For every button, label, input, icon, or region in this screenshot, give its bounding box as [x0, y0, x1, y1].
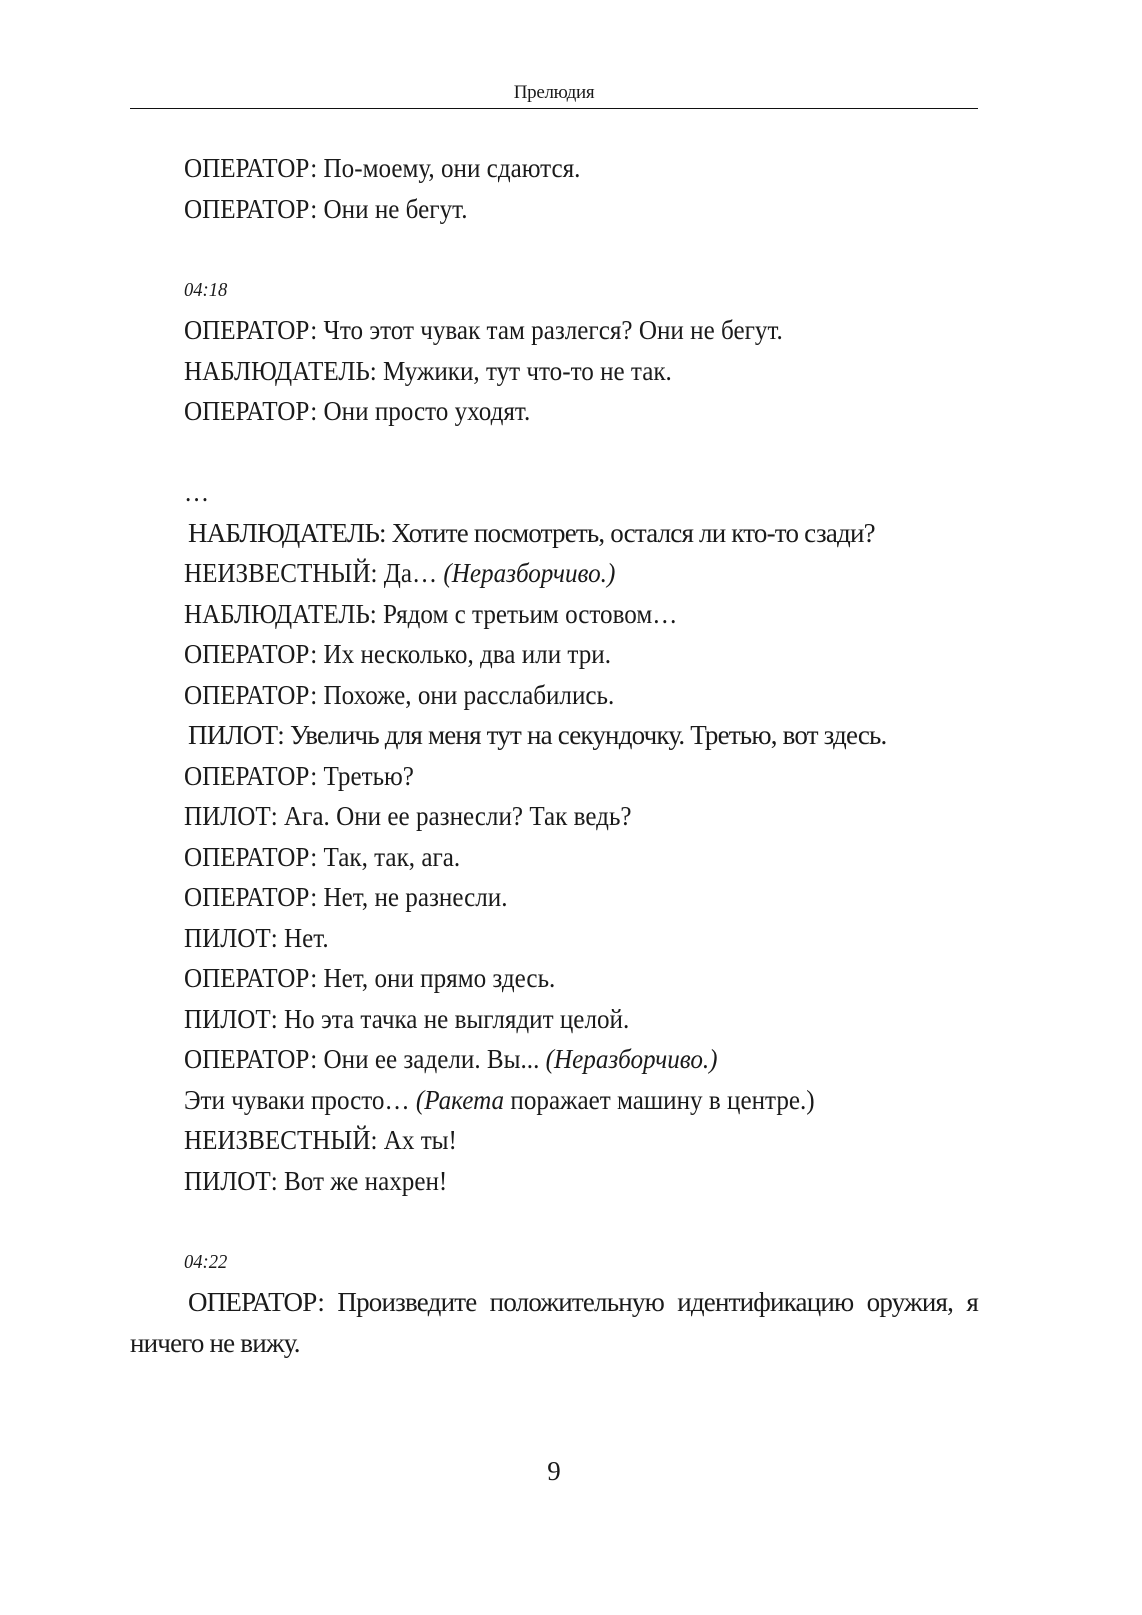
dialogue-line	[130, 553, 919, 594]
utterance: Нет, они прямо здесь.	[323, 963, 556, 993]
stage-direction: (Неразборчиво.)	[443, 558, 616, 588]
speaker: ПИЛОТ:	[183, 922, 278, 953]
speaker: ОПЕРАТОР:	[183, 396, 318, 426]
speaker: ОПЕРАТОР:	[183, 963, 318, 993]
speaker: ОПЕРАТОР:	[183, 882, 318, 912]
dialogue-line	[130, 634, 919, 675]
speaker: НАБЛЮДАТЕЛЬ:	[183, 598, 377, 629]
dialogue-line	[130, 310, 919, 351]
speaker: ОПЕРАТОР:	[183, 153, 318, 183]
stage-direction: поражает машину в центре.)	[510, 1084, 815, 1115]
speaker: ОПЕРАТОР:	[183, 193, 318, 224]
dialogue-line	[130, 391, 919, 432]
utterance: Увеличь для меня тут на секундочку. Третью, вот здесь.	[289, 720, 887, 750]
dialogue-line	[130, 148, 919, 189]
utterance: Их несколько, два или три.	[323, 639, 611, 669]
utterance: Нет.	[283, 922, 329, 953]
dialogue-line	[130, 351, 919, 392]
dialogue-line	[130, 1039, 919, 1080]
dialogue-line	[130, 837, 919, 878]
dialogue-line	[130, 1120, 919, 1161]
speaker: ОПЕРАТОР:	[183, 679, 318, 710]
utterance: Ах ты!	[383, 1125, 457, 1155]
speaker: ПИЛОТ:	[183, 801, 278, 831]
utterance: Они ее задели. Вы...	[323, 1044, 540, 1074]
dialogue-line	[130, 999, 919, 1040]
dialogue-line	[130, 796, 919, 837]
dialogue-paragraph	[130, 1282, 978, 1363]
dialogue-line	[130, 1161, 919, 1202]
running-header: Прелюдия	[513, 82, 595, 103]
dialogue-line	[130, 594, 919, 635]
speaker: ОПЕРАТОР:	[183, 1044, 318, 1074]
stage-direction: (Неразборчиво.)	[545, 1044, 718, 1074]
utterance: Мужики, тут что-то не так.	[383, 355, 672, 386]
utterance: Но эта тачка не выглядит целой.	[283, 1003, 630, 1034]
speaker: НАБЛЮДАТЕЛЬ:	[188, 517, 386, 548]
speaker: НЕИЗВЕСТНЫЙ:	[183, 1125, 378, 1155]
dialogue-paragraph	[130, 513, 978, 554]
header-rule	[130, 108, 978, 109]
dialogue-line	[130, 1080, 919, 1121]
utterance: Хотите посмотреть, остался ли кто-то сзади?	[391, 517, 875, 548]
dialogue-line	[130, 918, 919, 959]
utterance: Так, так, ага.	[323, 841, 461, 872]
utterance: Вот же нахрен!	[283, 1165, 448, 1196]
utterance: Они не бегут.	[323, 193, 468, 224]
ellipsis-marker: …	[183, 477, 210, 507]
spacer	[130, 1201, 978, 1242]
timestamp: 04:22	[183, 1250, 228, 1273]
dialogue-line	[130, 877, 919, 918]
utterance: Рядом с третьим остовом…	[383, 598, 678, 629]
dialogue-paragraph	[130, 715, 978, 756]
page-number: 9	[547, 1456, 561, 1486]
speaker: ОПЕРАТОР:	[183, 639, 318, 669]
utterance: Эти чуваки просто…	[183, 1084, 410, 1115]
speaker: ПИЛОТ:	[183, 1165, 278, 1196]
utterance: Произведите положительную идентификацию оружия, я ничего не вижу.	[130, 1287, 978, 1358]
dialogue-line	[130, 756, 919, 797]
speaker: ОПЕРАТОР:	[183, 841, 318, 872]
utterance: Да…	[383, 558, 438, 588]
speaker: НАБЛЮДАТЕЛЬ:	[183, 355, 377, 386]
stage-direction-italic: (Ракета	[415, 1084, 505, 1115]
dialogue-line	[130, 958, 919, 999]
utterance: Ага. Они ее разнесли? Так ведь?	[283, 801, 632, 831]
timestamp: 04:18	[183, 278, 228, 301]
transcript-body	[130, 148, 978, 1363]
utterance: Они просто уходят.	[323, 396, 531, 426]
speaker: ОПЕРАТОР:	[188, 1287, 325, 1317]
dialogue-line	[130, 675, 919, 716]
speaker: ОПЕРАТОР:	[183, 760, 318, 791]
utterance: Третью?	[323, 760, 414, 791]
spacer	[130, 229, 978, 270]
spacer	[130, 432, 978, 473]
utterance: Что этот чувак там разлегся? Они не бегут.	[323, 315, 783, 345]
speaker: ПИЛОТ:	[183, 1003, 278, 1034]
utterance: По-моему, они сдаются.	[323, 153, 581, 183]
speaker: ПИЛОТ:	[188, 720, 285, 750]
speaker: ОПЕРАТОР:	[183, 315, 318, 345]
dialogue-line	[130, 189, 919, 230]
speaker: НЕИЗВЕСТНЫЙ:	[183, 558, 378, 588]
utterance: Похоже, они расслабились.	[323, 679, 615, 710]
utterance: Нет, не разнесли.	[323, 882, 508, 912]
